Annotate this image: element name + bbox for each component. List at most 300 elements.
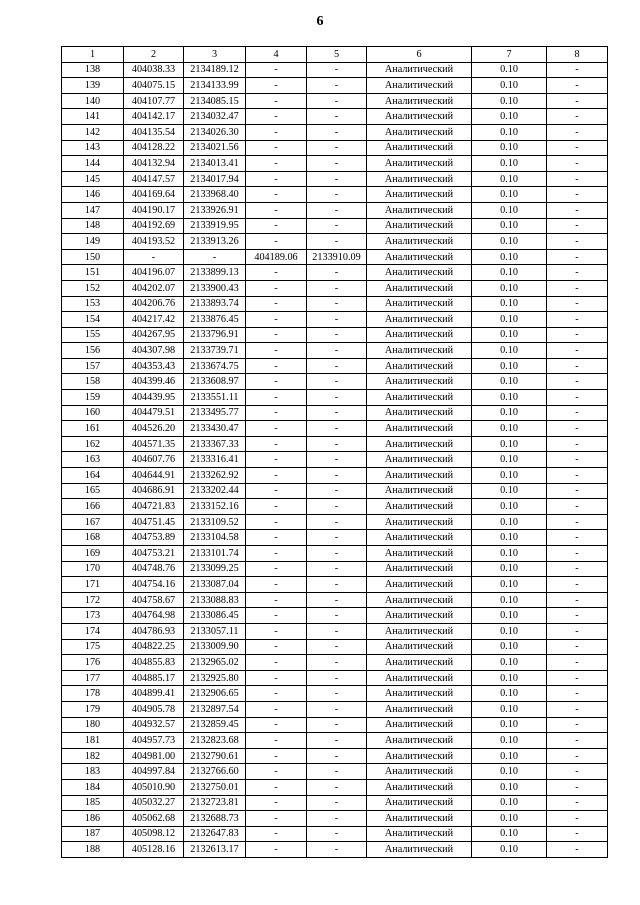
table-cell: - xyxy=(246,109,307,125)
table-cell: 0.10 xyxy=(472,686,547,702)
table-row xyxy=(62,514,608,530)
table-row xyxy=(62,109,608,125)
table-cell: - xyxy=(307,187,367,203)
table-row xyxy=(62,561,608,577)
table-cell: 404147.57 xyxy=(124,171,184,187)
table-cell: 0.10 xyxy=(472,811,547,827)
table-cell: Аналитический xyxy=(367,514,472,530)
table-cell: 2133796.91 xyxy=(184,327,246,343)
table-cell: 0.10 xyxy=(472,358,547,374)
table-row xyxy=(62,234,608,250)
table-cell: 0.10 xyxy=(472,374,547,390)
table-cell: - xyxy=(246,842,307,858)
table-cell: - xyxy=(307,280,367,296)
table-cell: - xyxy=(307,499,367,515)
table-cell: - xyxy=(307,514,367,530)
table-cell: 2134085.15 xyxy=(184,93,246,109)
table-cell: - xyxy=(547,452,608,468)
table-cell: 175 xyxy=(62,639,124,655)
table-cell: - xyxy=(246,358,307,374)
table-cell: 163 xyxy=(62,452,124,468)
page-number: 6 xyxy=(316,14,324,29)
column-header: 2 xyxy=(124,47,184,63)
table-cell: - xyxy=(307,312,367,328)
table-cell: 2132723.81 xyxy=(184,795,246,811)
table-cell: - xyxy=(547,202,608,218)
table-cell: - xyxy=(547,327,608,343)
table-cell: 404169.64 xyxy=(124,187,184,203)
table-cell: 2134026.30 xyxy=(184,124,246,140)
table-cell: 158 xyxy=(62,374,124,390)
table-cell: - xyxy=(307,577,367,593)
table-cell: Аналитический xyxy=(367,623,472,639)
table-cell: - xyxy=(246,483,307,499)
table-cell: 185 xyxy=(62,795,124,811)
table-cell: - xyxy=(547,623,608,639)
table-cell: 2132859.45 xyxy=(184,717,246,733)
table-cell: Аналитический xyxy=(367,748,472,764)
table-cell: 140 xyxy=(62,93,124,109)
table-cell: 0.10 xyxy=(472,701,547,717)
table-cell: - xyxy=(547,156,608,172)
table-cell: - xyxy=(246,93,307,109)
table-cell: 0.10 xyxy=(472,296,547,312)
table-row xyxy=(62,530,608,546)
table-cell: 404644.91 xyxy=(124,468,184,484)
table-cell: - xyxy=(246,639,307,655)
table-cell: Аналитический xyxy=(367,156,472,172)
table-cell: - xyxy=(246,592,307,608)
table-cell: 2133088.83 xyxy=(184,592,246,608)
table-cell: - xyxy=(307,327,367,343)
table-cell: - xyxy=(547,779,608,795)
table-cell: - xyxy=(307,171,367,187)
table-cell: 2133367.33 xyxy=(184,436,246,452)
table-cell: 405062.68 xyxy=(124,811,184,827)
table-cell: 2132965.02 xyxy=(184,655,246,671)
table-cell: - xyxy=(307,202,367,218)
table-cell: 2134133.99 xyxy=(184,78,246,94)
table-cell: - xyxy=(307,483,367,499)
table-cell: 0.10 xyxy=(472,733,547,749)
table-cell: 155 xyxy=(62,327,124,343)
table-row xyxy=(62,312,608,328)
table-cell: 0.10 xyxy=(472,592,547,608)
table-cell: - xyxy=(246,577,307,593)
table-cell: 0.10 xyxy=(472,499,547,515)
table-cell: - xyxy=(547,296,608,312)
table-cell: - xyxy=(246,546,307,562)
table-row xyxy=(62,296,608,312)
table-cell: 2134017.94 xyxy=(184,171,246,187)
table-cell: 404571.35 xyxy=(124,436,184,452)
table-cell: - xyxy=(547,842,608,858)
table-cell: - xyxy=(246,374,307,390)
table-row xyxy=(62,280,608,296)
table-cell: 404192.69 xyxy=(124,218,184,234)
table-body xyxy=(62,62,608,857)
table-cell: - xyxy=(246,343,307,359)
table-cell: 157 xyxy=(62,358,124,374)
table-cell: Аналитический xyxy=(367,312,472,328)
table-cell: 404353.43 xyxy=(124,358,184,374)
table-cell: 2133316.41 xyxy=(184,452,246,468)
table-cell: - xyxy=(547,436,608,452)
table-cell: 0.10 xyxy=(472,779,547,795)
table-row xyxy=(62,452,608,468)
table-cell: 0.10 xyxy=(472,623,547,639)
table-cell: 146 xyxy=(62,187,124,203)
table-cell: - xyxy=(307,779,367,795)
table-cell: 169 xyxy=(62,546,124,562)
table-cell: Аналитический xyxy=(367,124,472,140)
table-cell: 165 xyxy=(62,483,124,499)
table-cell: - xyxy=(246,234,307,250)
table-cell: 0.10 xyxy=(472,483,547,499)
table-row xyxy=(62,327,608,343)
table-cell: 2133495.77 xyxy=(184,405,246,421)
table-cell: 174 xyxy=(62,623,124,639)
table-cell: - xyxy=(307,826,367,842)
table-cell: - xyxy=(547,701,608,717)
table-cell: - xyxy=(547,826,608,842)
table-cell: - xyxy=(547,312,608,328)
table-cell: - xyxy=(307,842,367,858)
table-cell: 2133913.26 xyxy=(184,234,246,250)
table-cell: 404132.94 xyxy=(124,156,184,172)
table-cell: 184 xyxy=(62,779,124,795)
table-cell: 2133262.92 xyxy=(184,468,246,484)
table-cell: Аналитический xyxy=(367,639,472,655)
table-cell: - xyxy=(547,592,608,608)
table-cell: 2133968.40 xyxy=(184,187,246,203)
table-cell: - xyxy=(307,78,367,94)
table-cell: - xyxy=(307,592,367,608)
table-cell: - xyxy=(246,655,307,671)
table-cell: - xyxy=(307,390,367,406)
table-cell: 139 xyxy=(62,78,124,94)
table-cell: - xyxy=(246,764,307,780)
table-cell: 187 xyxy=(62,826,124,842)
table-cell: - xyxy=(547,468,608,484)
table-cell: Аналитический xyxy=(367,546,472,562)
table-cell: - xyxy=(246,779,307,795)
table-cell: 2132613.17 xyxy=(184,842,246,858)
table-cell: 144 xyxy=(62,156,124,172)
table-cell: - xyxy=(547,78,608,94)
table-cell: - xyxy=(246,140,307,156)
table-cell: - xyxy=(246,390,307,406)
table-cell: 404399.46 xyxy=(124,374,184,390)
table-cell: 404439.95 xyxy=(124,390,184,406)
table-cell: - xyxy=(246,811,307,827)
table-cell: - xyxy=(246,748,307,764)
table-cell: 404899.41 xyxy=(124,686,184,702)
table-cell: 2132766.60 xyxy=(184,764,246,780)
table-cell: 0.10 xyxy=(472,514,547,530)
table-cell: - xyxy=(307,623,367,639)
table-cell: - xyxy=(246,795,307,811)
table-cell: 0.10 xyxy=(472,561,547,577)
table-cell: Аналитический xyxy=(367,62,472,78)
table-cell: Аналитический xyxy=(367,280,472,296)
table-cell: 2132750.01 xyxy=(184,779,246,795)
table-cell: 2134189.12 xyxy=(184,62,246,78)
table-cell: - xyxy=(246,171,307,187)
table-cell: 2134013.41 xyxy=(184,156,246,172)
table-cell: - xyxy=(307,639,367,655)
table-cell: 2133009.90 xyxy=(184,639,246,655)
table-cell: 404128.22 xyxy=(124,140,184,156)
table-cell: Аналитический xyxy=(367,795,472,811)
table-row xyxy=(62,764,608,780)
table-cell: Аналитический xyxy=(367,343,472,359)
table-cell: - xyxy=(547,109,608,125)
table-row xyxy=(62,639,608,655)
table-row xyxy=(62,218,608,234)
column-header: 4 xyxy=(246,47,307,63)
table-cell: 0.10 xyxy=(472,171,547,187)
table-row xyxy=(62,140,608,156)
table-cell: - xyxy=(307,296,367,312)
table-cell: - xyxy=(307,374,367,390)
table-cell: 0.10 xyxy=(472,218,547,234)
table-cell: 404786.93 xyxy=(124,623,184,639)
table-cell: - xyxy=(307,733,367,749)
table-cell: 148 xyxy=(62,218,124,234)
table-cell: 161 xyxy=(62,421,124,437)
table-cell: Аналитический xyxy=(367,140,472,156)
table-cell: - xyxy=(307,109,367,125)
table-row xyxy=(62,171,608,187)
table-cell: - xyxy=(246,421,307,437)
table-cell: - xyxy=(547,234,608,250)
table-cell: 2133739.71 xyxy=(184,343,246,359)
table-cell: - xyxy=(547,717,608,733)
table-cell: - xyxy=(307,748,367,764)
table-cell: 159 xyxy=(62,390,124,406)
table-cell: - xyxy=(246,265,307,281)
table-cell: - xyxy=(246,686,307,702)
table-cell: - xyxy=(547,265,608,281)
table-cell: Аналитический xyxy=(367,577,472,593)
table-cell: - xyxy=(246,608,307,624)
table-cell: 156 xyxy=(62,343,124,359)
table-cell: - xyxy=(307,811,367,827)
table-cell: - xyxy=(307,358,367,374)
table-cell: 404721.83 xyxy=(124,499,184,515)
table-cell: 145 xyxy=(62,171,124,187)
table-row xyxy=(62,655,608,671)
table-cell: - xyxy=(307,421,367,437)
table-cell: 0.10 xyxy=(472,608,547,624)
table-cell: 0.10 xyxy=(472,280,547,296)
table-cell: - xyxy=(307,764,367,780)
table-row xyxy=(62,670,608,686)
table-cell: 0.10 xyxy=(472,468,547,484)
table-row xyxy=(62,608,608,624)
table-cell: 0.10 xyxy=(472,530,547,546)
table-cell: 0.10 xyxy=(472,577,547,593)
table-cell: 177 xyxy=(62,670,124,686)
table-cell: Аналитический xyxy=(367,655,472,671)
table-cell: - xyxy=(547,405,608,421)
table-cell: 404142.17 xyxy=(124,109,184,125)
table-cell: Аналитический xyxy=(367,374,472,390)
table-row xyxy=(62,78,608,94)
table-row xyxy=(62,249,608,265)
table-cell: Аналитический xyxy=(367,358,472,374)
table-cell: Аналитический xyxy=(367,561,472,577)
table-cell: 2133893.74 xyxy=(184,296,246,312)
table-cell: 405098.12 xyxy=(124,826,184,842)
table-cell: 180 xyxy=(62,717,124,733)
table-cell: Аналитический xyxy=(367,686,472,702)
table-cell: - xyxy=(547,686,608,702)
table-cell: - xyxy=(246,296,307,312)
table-cell: - xyxy=(246,327,307,343)
table-cell: 138 xyxy=(62,62,124,78)
table-cell: 2133099.25 xyxy=(184,561,246,577)
table-cell: Аналитический xyxy=(367,670,472,686)
table-cell: 2133926.91 xyxy=(184,202,246,218)
table-cell: 0.10 xyxy=(472,312,547,328)
table-cell: Аналитический xyxy=(367,421,472,437)
table-cell: 0.10 xyxy=(472,327,547,343)
column-header: 6 xyxy=(367,47,472,63)
table-cell: 0.10 xyxy=(472,249,547,265)
table-cell: - xyxy=(246,156,307,172)
table-cell: Аналитический xyxy=(367,265,472,281)
table-cell: 0.10 xyxy=(472,421,547,437)
table-cell: 404855.83 xyxy=(124,655,184,671)
table-cell: 162 xyxy=(62,436,124,452)
table-cell: - xyxy=(307,436,367,452)
table-cell: Аналитический xyxy=(367,733,472,749)
table-cell: Аналитический xyxy=(367,390,472,406)
table-cell: Аналитический xyxy=(367,499,472,515)
table-row xyxy=(62,842,608,858)
table-cell: - xyxy=(246,701,307,717)
table-cell: - xyxy=(307,218,367,234)
table-cell: 0.10 xyxy=(472,109,547,125)
table-cell: - xyxy=(307,655,367,671)
table-cell: 404758.67 xyxy=(124,592,184,608)
table-cell: - xyxy=(246,514,307,530)
table-cell: - xyxy=(246,187,307,203)
table-cell: - xyxy=(547,514,608,530)
table-cell: 0.10 xyxy=(472,343,547,359)
table-cell: - xyxy=(547,530,608,546)
table-cell: 404997.84 xyxy=(124,764,184,780)
table-cell: 404193.52 xyxy=(124,234,184,250)
table-cell: - xyxy=(547,140,608,156)
table-cell: - xyxy=(246,670,307,686)
table-cell: - xyxy=(547,561,608,577)
table-cell: - xyxy=(547,62,608,78)
table-cell: Аналитический xyxy=(367,842,472,858)
table-cell: Аналитический xyxy=(367,826,472,842)
table-cell: - xyxy=(547,93,608,109)
table-cell: - xyxy=(307,686,367,702)
table-cell: - xyxy=(246,717,307,733)
table-cell: - xyxy=(307,561,367,577)
table-row xyxy=(62,265,608,281)
table-cell: 147 xyxy=(62,202,124,218)
table-cell: - xyxy=(246,530,307,546)
table-cell: 404202.07 xyxy=(124,280,184,296)
table-cell: 404981.00 xyxy=(124,748,184,764)
table-cell: - xyxy=(547,795,608,811)
table-cell: 405032.27 xyxy=(124,795,184,811)
column-header: 3 xyxy=(184,47,246,63)
table-cell: Аналитический xyxy=(367,234,472,250)
table-cell: Аналитический xyxy=(367,187,472,203)
table-cell: 0.10 xyxy=(472,405,547,421)
table-cell: 2133087.04 xyxy=(184,577,246,593)
table-cell: Аналитический xyxy=(367,811,472,827)
table-cell: 0.10 xyxy=(472,842,547,858)
table-row xyxy=(62,187,608,203)
table-cell: 0.10 xyxy=(472,795,547,811)
table-cell: 2132647.83 xyxy=(184,826,246,842)
table-cell: - xyxy=(547,546,608,562)
table-cell: 153 xyxy=(62,296,124,312)
table-cell: Аналитический xyxy=(367,764,472,780)
table-cell: 0.10 xyxy=(472,156,547,172)
table-row xyxy=(62,546,608,562)
table-header-row xyxy=(62,47,608,63)
table-cell: - xyxy=(307,156,367,172)
table-cell: Аналитический xyxy=(367,327,472,343)
table-cell: Аналитический xyxy=(367,468,472,484)
table-cell: Аналитический xyxy=(367,530,472,546)
table-row xyxy=(62,343,608,359)
table-cell: 0.10 xyxy=(472,390,547,406)
table-cell: 167 xyxy=(62,514,124,530)
table-cell: 179 xyxy=(62,701,124,717)
table-cell: 404957.73 xyxy=(124,733,184,749)
table-cell: - xyxy=(307,405,367,421)
table-cell: 0.10 xyxy=(472,764,547,780)
table-row xyxy=(62,421,608,437)
table-cell: Аналитический xyxy=(367,202,472,218)
table-cell: 404753.89 xyxy=(124,530,184,546)
table-cell: 2133086.45 xyxy=(184,608,246,624)
table-row xyxy=(62,124,608,140)
table-cell: 2132823.68 xyxy=(184,733,246,749)
table-cell: 164 xyxy=(62,468,124,484)
table-cell: Аналитический xyxy=(367,78,472,94)
table-cell: - xyxy=(547,748,608,764)
table-cell: 0.10 xyxy=(472,234,547,250)
table-cell: - xyxy=(307,468,367,484)
table-cell: - xyxy=(307,343,367,359)
table-cell: Аналитический xyxy=(367,109,472,125)
table-cell: 0.10 xyxy=(472,436,547,452)
table-cell: - xyxy=(547,374,608,390)
table-cell: - xyxy=(547,483,608,499)
table-row xyxy=(62,483,608,499)
table-cell: 404753.21 xyxy=(124,546,184,562)
table-cell: 142 xyxy=(62,124,124,140)
table-cell: 404932.57 xyxy=(124,717,184,733)
table-cell: 171 xyxy=(62,577,124,593)
table-cell: 405010.90 xyxy=(124,779,184,795)
table-cell: - xyxy=(307,670,367,686)
table-row xyxy=(62,405,608,421)
table-cell: - xyxy=(547,608,608,624)
